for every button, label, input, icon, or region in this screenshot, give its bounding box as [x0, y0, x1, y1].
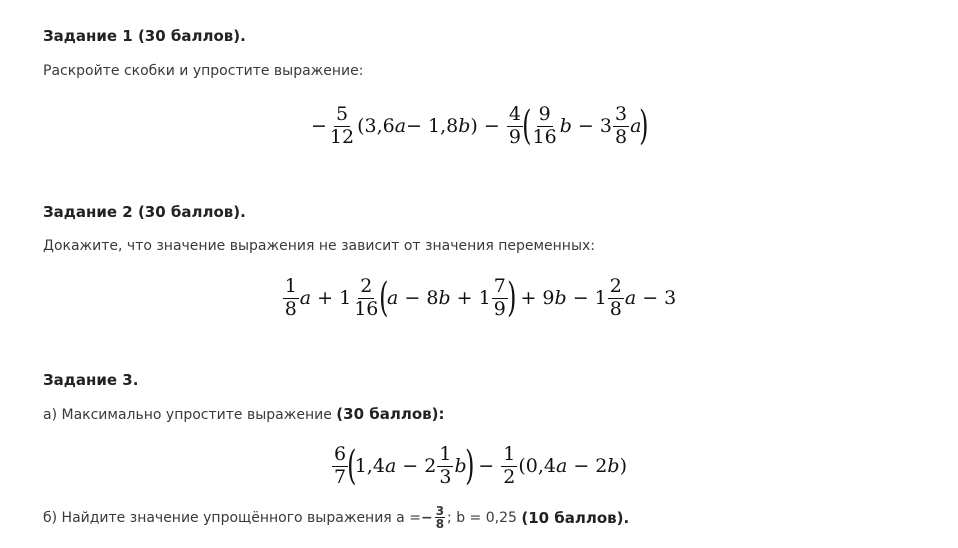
f1-term: − 1,8	[406, 115, 459, 137]
f2-term: − 1	[566, 287, 607, 309]
f1-frac-3-8: $\frac{3}{8}$	[614, 102, 628, 148]
f3-var-a: a	[555, 455, 568, 477]
f3-term: 1,4	[354, 455, 385, 477]
task3-part-b-text: б) Найдите значение упрощённого выражения a =	[43, 509, 421, 526]
f2-big-paren: )	[506, 275, 517, 321]
task3-part-a-text: а) Максимально упростите выражение	[43, 407, 337, 423]
f3-term: − 2	[567, 455, 608, 477]
task2-text: Докажите, что значение выражения не зависит от значения переменных:	[43, 238, 596, 254]
task1-formula	[0, 100, 958, 152]
task1-text: Раскройте скобки и упростите выражение:	[43, 63, 364, 79]
task3-part-b-points: (10 баллов).	[521, 508, 630, 527]
f3-term: (0,4	[518, 455, 556, 477]
task3-formula	[0, 440, 958, 492]
f1-paren: )	[470, 115, 478, 137]
f2-term: + 1	[311, 287, 352, 309]
f2-term: − 3	[636, 287, 677, 309]
f2-term: + 1	[450, 287, 491, 309]
f3-term: − 2	[396, 455, 437, 477]
task3-part-b-text: ; b = 0,25	[447, 509, 522, 526]
f1-big-paren: )	[639, 103, 649, 149]
f3-big-paren: )	[464, 443, 475, 489]
f2-term: − 8	[398, 287, 439, 309]
f2-frac-2-16: $\frac{2}{16}$	[354, 274, 379, 320]
f1-minus: −	[477, 115, 506, 137]
f2-frac-2-8: $\frac{2}{8}$	[609, 274, 622, 320]
task2-title: Задание 2 (30 баллов).	[43, 203, 246, 221]
task3-part-a-points: (30 баллов):	[336, 405, 445, 423]
f1-term: − 3	[571, 115, 612, 137]
f1-term: (3,6	[357, 115, 395, 137]
f1-frac-5-12: $\frac{5}{12}$	[329, 102, 355, 148]
f2-var-a: a	[299, 287, 312, 309]
f1-frac-4-9: $\frac{4}{9}$	[508, 102, 521, 148]
f3-frac-6-7: $\frac{6}{7}$	[334, 442, 347, 488]
task3-part-b-frac: $\frac{3}{8}$	[435, 504, 445, 531]
f2-frac-1-8: $\frac{1}{8}$	[284, 274, 297, 320]
f3-var-a: a	[384, 455, 397, 477]
task3-part-b-minus: −	[420, 509, 433, 526]
task3-part-a	[43, 405, 444, 423]
f3-frac-1-2: $\frac{1}{2}$	[503, 442, 516, 488]
f1-minus: −	[310, 115, 327, 137]
f3-frac-1-3: $\frac{1}{3}$	[439, 442, 452, 488]
f1-big-paren: (	[522, 103, 532, 149]
task1-title: Задание 1 (30 баллов).	[43, 27, 246, 45]
task2-formula	[0, 272, 958, 324]
f3-var-b: b	[454, 455, 467, 477]
f1-var-b: b	[559, 115, 572, 137]
f2-var-b: b	[554, 287, 567, 309]
f2-var-a: a	[387, 287, 399, 309]
f2-var-a: a	[624, 287, 637, 309]
f3-paren: )	[619, 455, 627, 477]
task3-title: Задание 3.	[43, 371, 139, 389]
task3-part-b	[43, 505, 629, 530]
f2-var-b: b	[438, 287, 451, 309]
f2-term: + 9	[514, 287, 555, 309]
f2-frac-7-9: $\frac{7}{9}$	[493, 274, 506, 320]
f2-big-paren: (	[379, 275, 389, 321]
f3-var-b: b	[607, 455, 620, 477]
f1-var-a: a	[394, 115, 407, 137]
f1-var-b: b	[458, 115, 471, 137]
f3-minus: −	[472, 455, 501, 477]
f1-var-a: a	[630, 115, 642, 137]
f1-frac-9-16: $\frac{9}{16}$	[532, 102, 557, 148]
f3-big-paren: (	[347, 443, 357, 489]
